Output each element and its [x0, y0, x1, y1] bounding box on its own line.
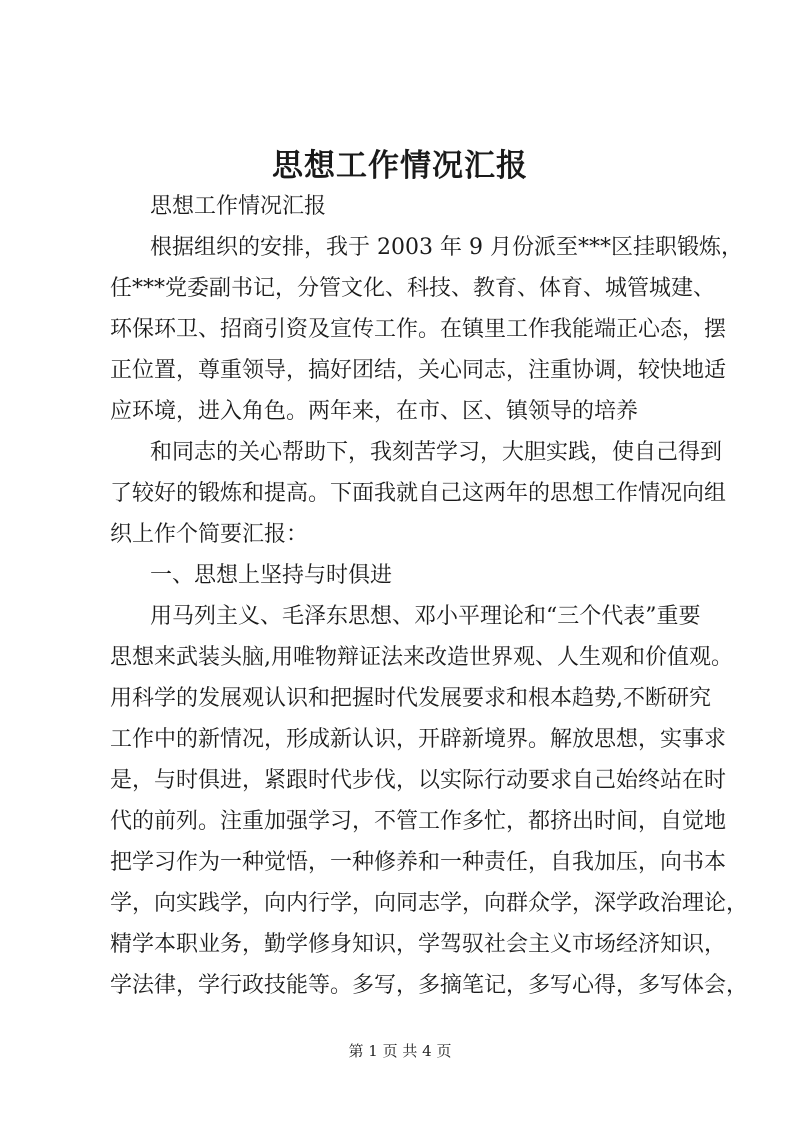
subtitle-line: 思想工作情况汇报	[150, 194, 327, 219]
page-number-footer: 第 1 页 共 4 页	[348, 1042, 452, 1060]
paragraph-line: 和同志的关心帮助下，我刻苦学习，大胆实践，使自己得到	[150, 440, 723, 465]
paragraph-line: 应环境，进入角色。两年来，在市、区、镇领导的培养	[110, 399, 639, 424]
section-heading: 一、思想上坚持与时俱进	[150, 563, 393, 588]
paragraph-line: 正位置，尊重领导，搞好团结，关心同志，注重协调，较快地适	[110, 358, 727, 383]
paragraph-line: 环保环卫、招商引资及宣传工作。在镇里工作我能端正心态，摆	[110, 317, 727, 342]
paragraph-line: 精学本职业务，勤学修身知识，学驾驭社会主义市场经济知识，	[110, 932, 727, 957]
paragraph-line: 工作中的新情况，形成新认识，开辟新境界。解放思想，实事求	[110, 727, 727, 752]
paragraph-line: 把学习作为一种觉悟，一种修养和一种责任，自我加压，向书本	[110, 850, 727, 875]
paragraph-line: 织上作个简要汇报：	[110, 522, 309, 547]
paragraph-line: 思想来武装头脑,用唯物辩证法来改造世界观、人生观和价值观。	[110, 645, 733, 670]
paragraph-line: 学法律，学行政技能等。多写，多摘笔记，多写心得，多写体会，	[110, 973, 749, 998]
paragraph-line: 任***党委副书记，分管文化、科技、教育、体育、城管城建、	[110, 276, 716, 301]
document-body	[110, 186, 749, 1006]
paragraph-line: 了较好的锻炼和提高。下面我就自己这两年的思想工作情况向组	[110, 481, 727, 506]
paragraph-line: 是，与时俱进，紧跟时代步伐，以实际行动要求自己始终站在时	[110, 768, 727, 793]
paragraph-line: 根据组织的安排，我于 2003 年 9 月份派至***区挂职锻炼，	[150, 235, 743, 260]
paragraph-line: 用科学的发展观认识和把握时代发展要求和根本趋势,不断研究	[110, 686, 711, 711]
paragraph-line: 代的前列。注重加强学习，不管工作多忙，都挤出时间，自觉地	[110, 809, 727, 834]
paragraph-line: 用马列主义、毛泽东思想、邓小平理论和“三个代表”重要	[150, 604, 701, 629]
paragraph-line: 学，向实践学，向内行学，向同志学，向群众学，深学政治理论，	[110, 891, 749, 916]
document-title: 思想工作情况汇报	[272, 148, 528, 184]
